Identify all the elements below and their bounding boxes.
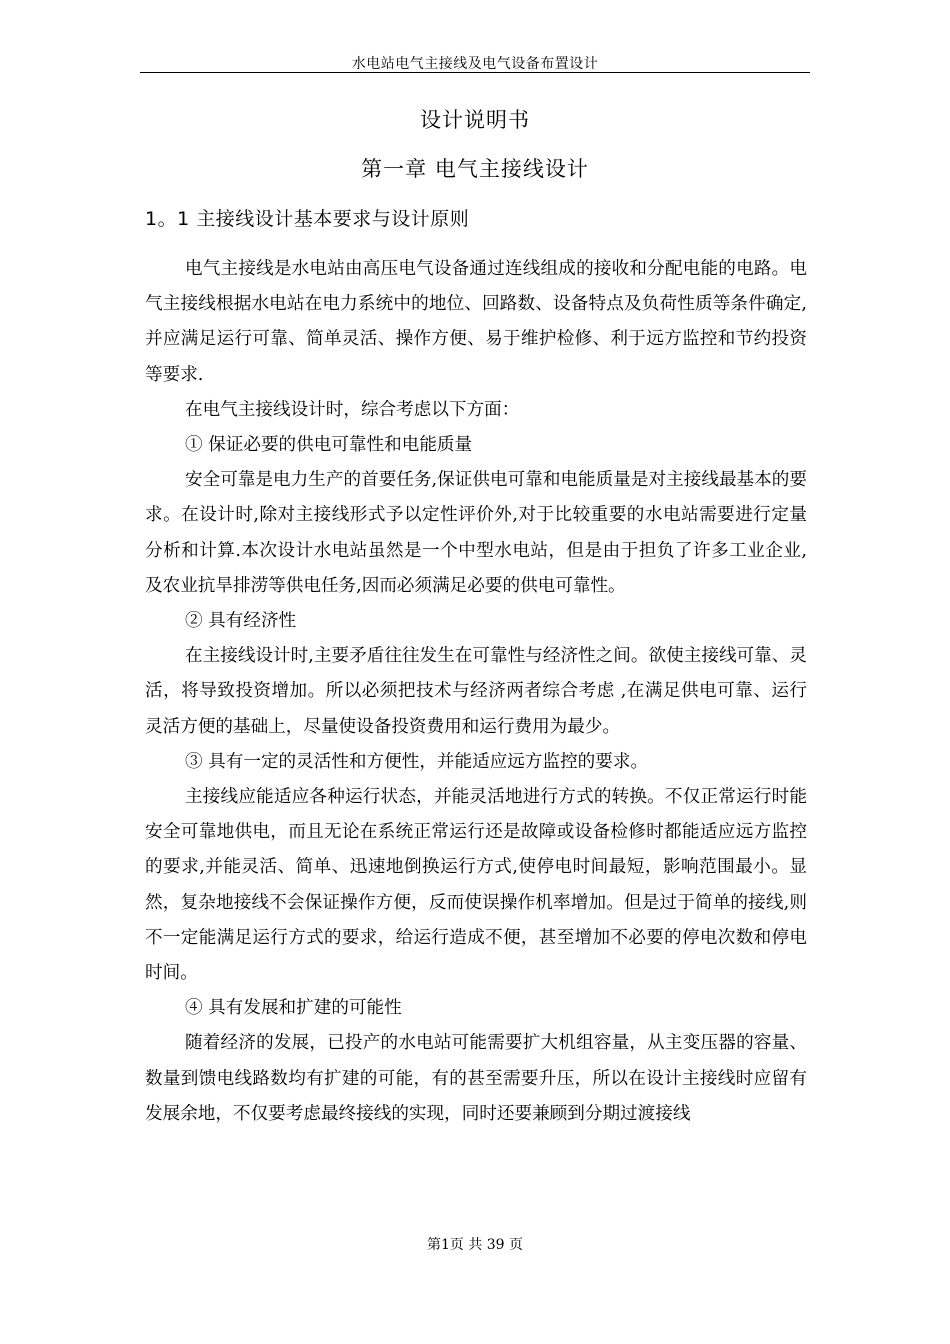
- page-number: 第1页 共 39 页: [426, 1237, 524, 1253]
- document-title: 设计说明书: [420, 108, 530, 132]
- list-item-economy: ② 具有经济性: [185, 611, 297, 632]
- paragraph-flexibility: 主接线应能适应各种运行状态，并能灵活地进行方式的转换。不仅正常运行时能安全可靠地供电，而且无论在系统正常运行还是故障或设备检修时都能适应远方监控的要求,并能灵活、简单、迅速地倒换运行方式,使停电时间最短，影响范围最小。显然，复杂地接线不会保证操作方便，反而使误操作机率增加。但是过于简单的接线,则不一定能满足运行方式的要求，给运行造成不便，甚至增加不必要的停电次数和停电时间。: [145, 787, 807, 984]
- chapter-title: 第一章 电气主接线设计: [361, 157, 589, 181]
- list-item-flexibility: ③ 具有一定的灵活性和方便性，并能适应远方监控的要求。: [185, 751, 649, 772]
- paragraph-intro: 电气主接线是水电站由高压电气设备通过连线组成的接收和分配电能的电路。电气主接线根据水电站在电力系统中的地位、回路数、设备特点及负荷性质等条件确定,并应满足运行可靠、简单灵活、操作方便、易于维护检修、利于远方监控和节约投资等要求.: [145, 259, 807, 385]
- list-item-reliability: ① 保证必要的供电可靠性和电能质量: [185, 435, 473, 456]
- running-header: 水电站电气主接线及电气设备布置设计: [140, 56, 810, 73]
- paragraph-economy: 在主接线设计时,主要矛盾往往发生在可靠性与经济性之间。欲使主接线可靠、灵活，将导致投资增加。所以必须把技术与经济两者综合考虑 ,在满足供电可靠、运行灵活方便的基础上，尽量使设备投资费用和运行费用为最少。: [145, 646, 807, 737]
- paragraph-expansion: 随着经济的发展，已投产的水电站可能需要扩大机组容量，从主变压器的容量、数量到馈电线路数均有扩建的可能，有的甚至需要升压，所以在设计主接线时应留有发展余地，不仅要考虑最终接线的实现，同时还要兼顾到分期过渡接线: [145, 1033, 807, 1124]
- section-title: 1。1 主接线设计基本要求与设计原则: [145, 208, 470, 230]
- paragraph-considerations: 在电气主接线设计时，综合考虑以下方面：: [185, 399, 520, 420]
- paragraph-reliability: 安全可靠是电力生产的首要任务,保证供电可靠和电能质量是对主接线最基本的要求。在设计时,除对主接线形式予以定性评价外,对于比较重要的水电站需要进行定量分析和计算.本次设计水电站虽然是一个中型水电站，但是由于担负了许多工业企业,及农业抗旱排涝等供电任务,因而必须满足必要的供电可靠性。: [145, 470, 807, 596]
- list-item-expansion: ④ 具有发展和扩建的可能性: [185, 998, 402, 1019]
- body-text: [145, 252, 807, 1132]
